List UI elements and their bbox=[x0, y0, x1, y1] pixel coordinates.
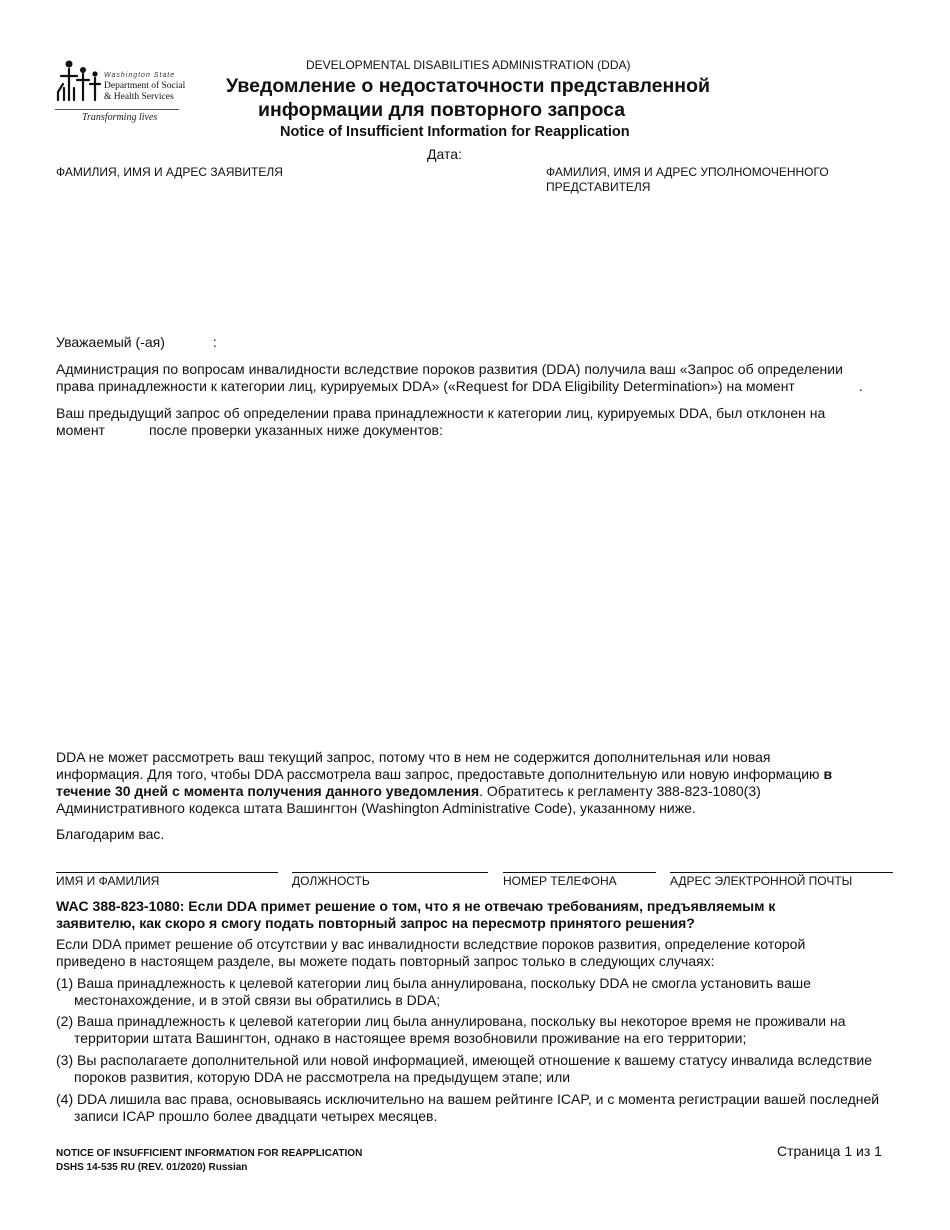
footer-form-title: NOTICE OF INSUFFICIENT INFORMATION FOR REAPPLICATION bbox=[56, 1148, 363, 1159]
name-label: ИМЯ И ФАМИЛИЯ bbox=[56, 874, 160, 888]
salutation bbox=[56, 334, 901, 351]
cannot-review-paragraph bbox=[56, 749, 901, 817]
wac-heading-line1: WAC 388-823-1080: Если DDA примет решение о том, что я не отвечаю требованиям, предъявляемым к bbox=[56, 898, 776, 914]
para3-line1: DDA не может рассмотреть ваш текущий запрос, потому что в нем не содержится дополнительная или новая bbox=[56, 749, 771, 765]
footer-form-number: DSHS 14-535 RU (REV. 01/2020) Russian bbox=[56, 1162, 248, 1173]
previous-denial-paragraph bbox=[56, 405, 901, 439]
para3-line3b: . Обратитесь к регламенту 388-823-1080(3) bbox=[479, 783, 761, 799]
phone-label: НОМЕР ТЕЛЕФОНА bbox=[503, 874, 617, 888]
page-title-line2: информации для повторного запроса bbox=[258, 99, 626, 121]
para3-deadline: течение 30 дней с момента получения данного уведомления bbox=[56, 783, 480, 799]
salutation-colon: : bbox=[212, 334, 217, 350]
para1-line1: Администрация по вопросам инвалидности вследствие пороков развития (DDA) получила ваш «Запрос об определении bbox=[56, 361, 843, 377]
rep-label-line1: ФАМИЛИЯ, ИМЯ И АДРЕС УПОЛНОМОЧЕННОГО bbox=[546, 165, 829, 179]
wac-list-item: (3) Вы располагаете дополнительной или новой информацией, имеющей отношение к вашему статусу инвалида вследствие пороков развития, которую DDA не рассмотрела на предыдущем этапе; или bbox=[56, 1052, 873, 1085]
salutation-text: Уважаемый (-ая) bbox=[56, 334, 165, 350]
wac-intro-line1: Если DDA примет решение об отсутствии у вас инвалидности вследствие пороков развития, определение которой bbox=[56, 936, 806, 952]
rep-label-line2: ПРЕДСТАВИТЕЛЯ bbox=[546, 180, 651, 194]
wac-heading bbox=[56, 898, 901, 932]
para3-line2a: информация. Для того, чтобы DDA рассмотрела ваш запрос, предоставьте дополнительную или новую информацию bbox=[56, 766, 820, 782]
para1-line2: права принадлежности к категории лиц, курируемых DDA» («Request for DDA Eligibility Determination») на момент bbox=[56, 378, 795, 394]
logo-state-text: Washington State bbox=[104, 72, 176, 79]
page-number: Страница 1 из 1 bbox=[777, 1143, 882, 1159]
wac-intro bbox=[56, 936, 901, 970]
title-label: ДОЛЖНОСТЬ bbox=[292, 874, 370, 888]
agency-name: DEVELOPMENTAL DISABILITIES ADMINISTRATION (DDA) bbox=[306, 58, 631, 72]
received-request-paragraph bbox=[56, 361, 901, 395]
logo-tagline: Transforming lives bbox=[82, 112, 158, 123]
para3-line4: Административного кодекса штата Вашингтон (Washington Administrative Code), указанному ниже. bbox=[56, 800, 696, 816]
email-signature-line[interactable] bbox=[670, 872, 893, 873]
wac-list-item: (1) Ваша принадлежность к целевой категории лиц была аннулирована, поскольку DDA не смогла установить ваше местонахождение, и в этой связи вы обратились в DDA; bbox=[56, 975, 811, 1008]
wac-list-item: (2) Ваша принадлежность к целевой категории лиц была аннулирована, поскольку вы некоторое время не проживали на территории штата Вашингтон, однако в настоящее время возобновили проживание на его территории; bbox=[56, 1013, 846, 1046]
email-label: АДРЕС ЭЛЕКТРОННОЙ ПОЧТЫ bbox=[670, 874, 853, 888]
name-signature-line[interactable] bbox=[56, 872, 278, 873]
title-signature-line[interactable] bbox=[292, 872, 488, 873]
thanks-text: Благодарим вас. bbox=[56, 826, 165, 842]
para1-end: . bbox=[858, 378, 863, 394]
date-label: Дата: bbox=[427, 146, 462, 162]
wac-heading-line2: заявителю, как скоро я смогу подать повторный запрос на пересмотр принятого решения? bbox=[56, 915, 695, 931]
para2-word: момент bbox=[56, 422, 105, 438]
para2-rest: после проверки указанных ниже документов: bbox=[148, 422, 443, 438]
logo-dept-line1: Department of Social bbox=[104, 81, 186, 91]
page-title-line1: Уведомление о недостаточности представленной bbox=[226, 75, 710, 97]
representative-address-label bbox=[546, 165, 829, 195]
phone-signature-line[interactable] bbox=[503, 872, 656, 873]
logo-department-name bbox=[104, 81, 185, 103]
para3-bold-start: в bbox=[823, 766, 833, 782]
wac-list-item: (4) DDA лишила вас права, основываясь исключительно на вашем рейтинге ICAP, и с момента регистрации вашей последней записи ICAP прошло более двадцати четырех месяцев. bbox=[56, 1091, 880, 1124]
logo-dept-line2: & Health Services bbox=[104, 92, 174, 102]
logo-divider bbox=[55, 109, 179, 110]
applicant-address-label: ФАМИЛИЯ, ИМЯ И АДРЕС ЗАЯВИТЕЛЯ bbox=[56, 165, 283, 179]
wac-intro-line2: приведено в настоящем разделе, вы можете подать повторный запрос только в следующих случаях: bbox=[56, 953, 715, 969]
para2-line1: Ваш предыдущий запрос об определении права принадлежности к категории лиц, курируемых DDA, был отклонен на bbox=[56, 405, 826, 421]
page-subtitle-english: Notice of Insufficient Information for Reapplication bbox=[280, 124, 630, 140]
